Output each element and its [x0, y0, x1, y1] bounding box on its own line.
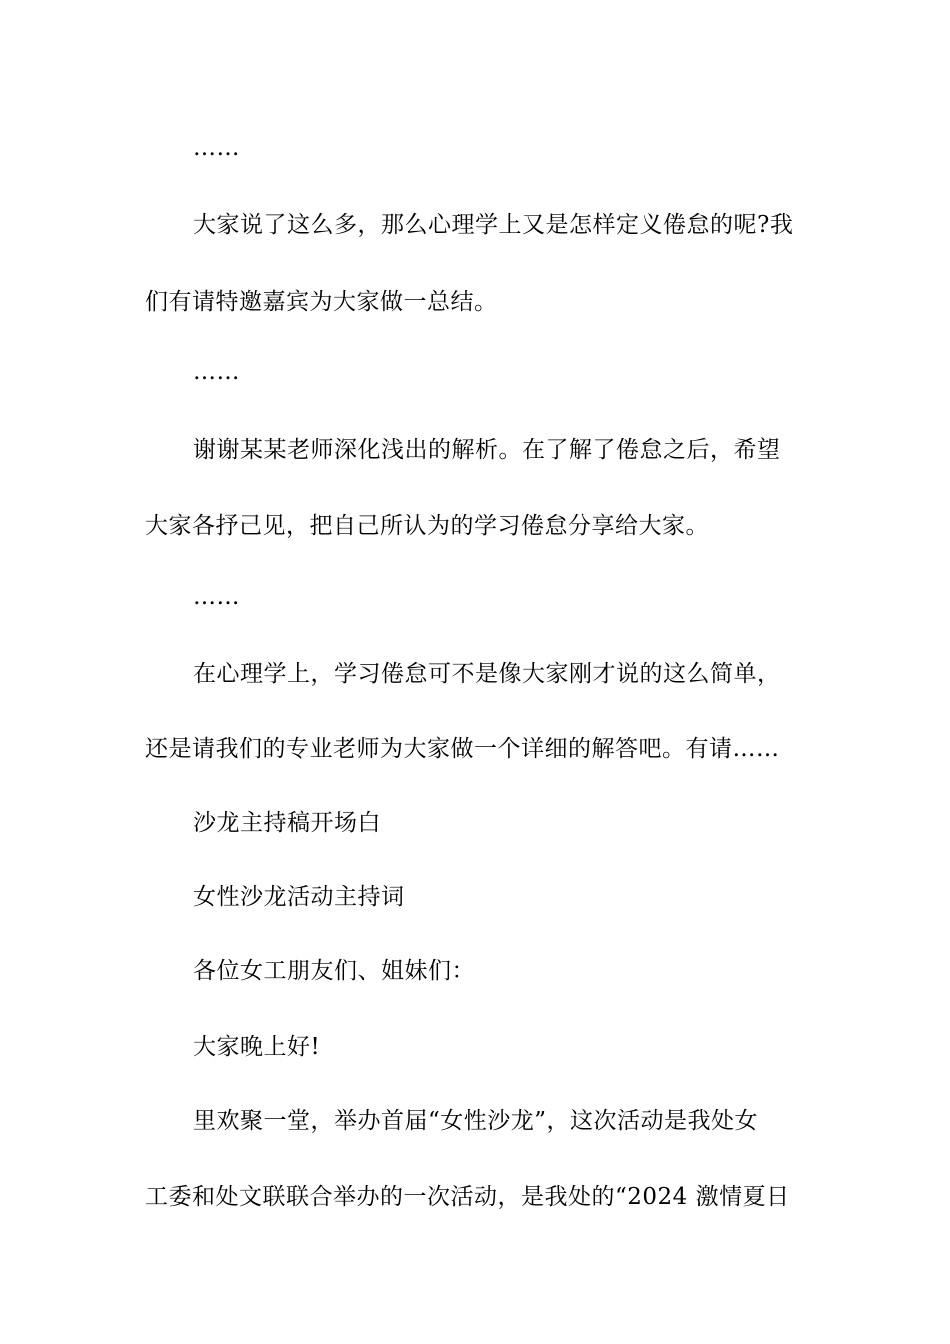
paragraph-line: 工委和处文联联合举办的一次活动，是我处的“2024 激情夏日	[145, 1184, 790, 1210]
heading-line: 女性沙龙活动主持词	[193, 884, 405, 910]
salutation-line: 各位女工朋友们、姐妹们：	[193, 958, 475, 984]
paragraph-line: 里欢聚一堂，举办首届“女性沙龙”，这次活动是我处女	[193, 1108, 759, 1134]
ellipsis-line: ……	[193, 135, 240, 161]
ellipsis-line: ……	[193, 584, 240, 610]
paragraph-line: 在心理学上，学习倦怠可不是像大家刚才说的这么简单，	[193, 661, 781, 687]
heading-line: 沙龙主持稿开场白	[193, 810, 381, 836]
ellipsis-line: ……	[193, 359, 240, 385]
paragraph-line: 谢谢某某老师深化浅出的解析。在了解了倦怠之后，希望	[193, 437, 781, 463]
paragraph-line: 们有请特邀嘉宾为大家做一总结。	[145, 289, 498, 315]
paragraph-line: 大家各抒己见，把自己所认为的学习倦怠分享给大家。	[145, 513, 709, 539]
paragraph-line: 大家说了这么多，那么心理学上又是怎样定义倦怠的呢?我	[193, 212, 794, 238]
greeting-line: 大家晚上好!	[193, 1034, 321, 1060]
paragraph-line: 还是请我们的专业老师为大家做一个详细的解答吧。有请……	[145, 736, 780, 762]
